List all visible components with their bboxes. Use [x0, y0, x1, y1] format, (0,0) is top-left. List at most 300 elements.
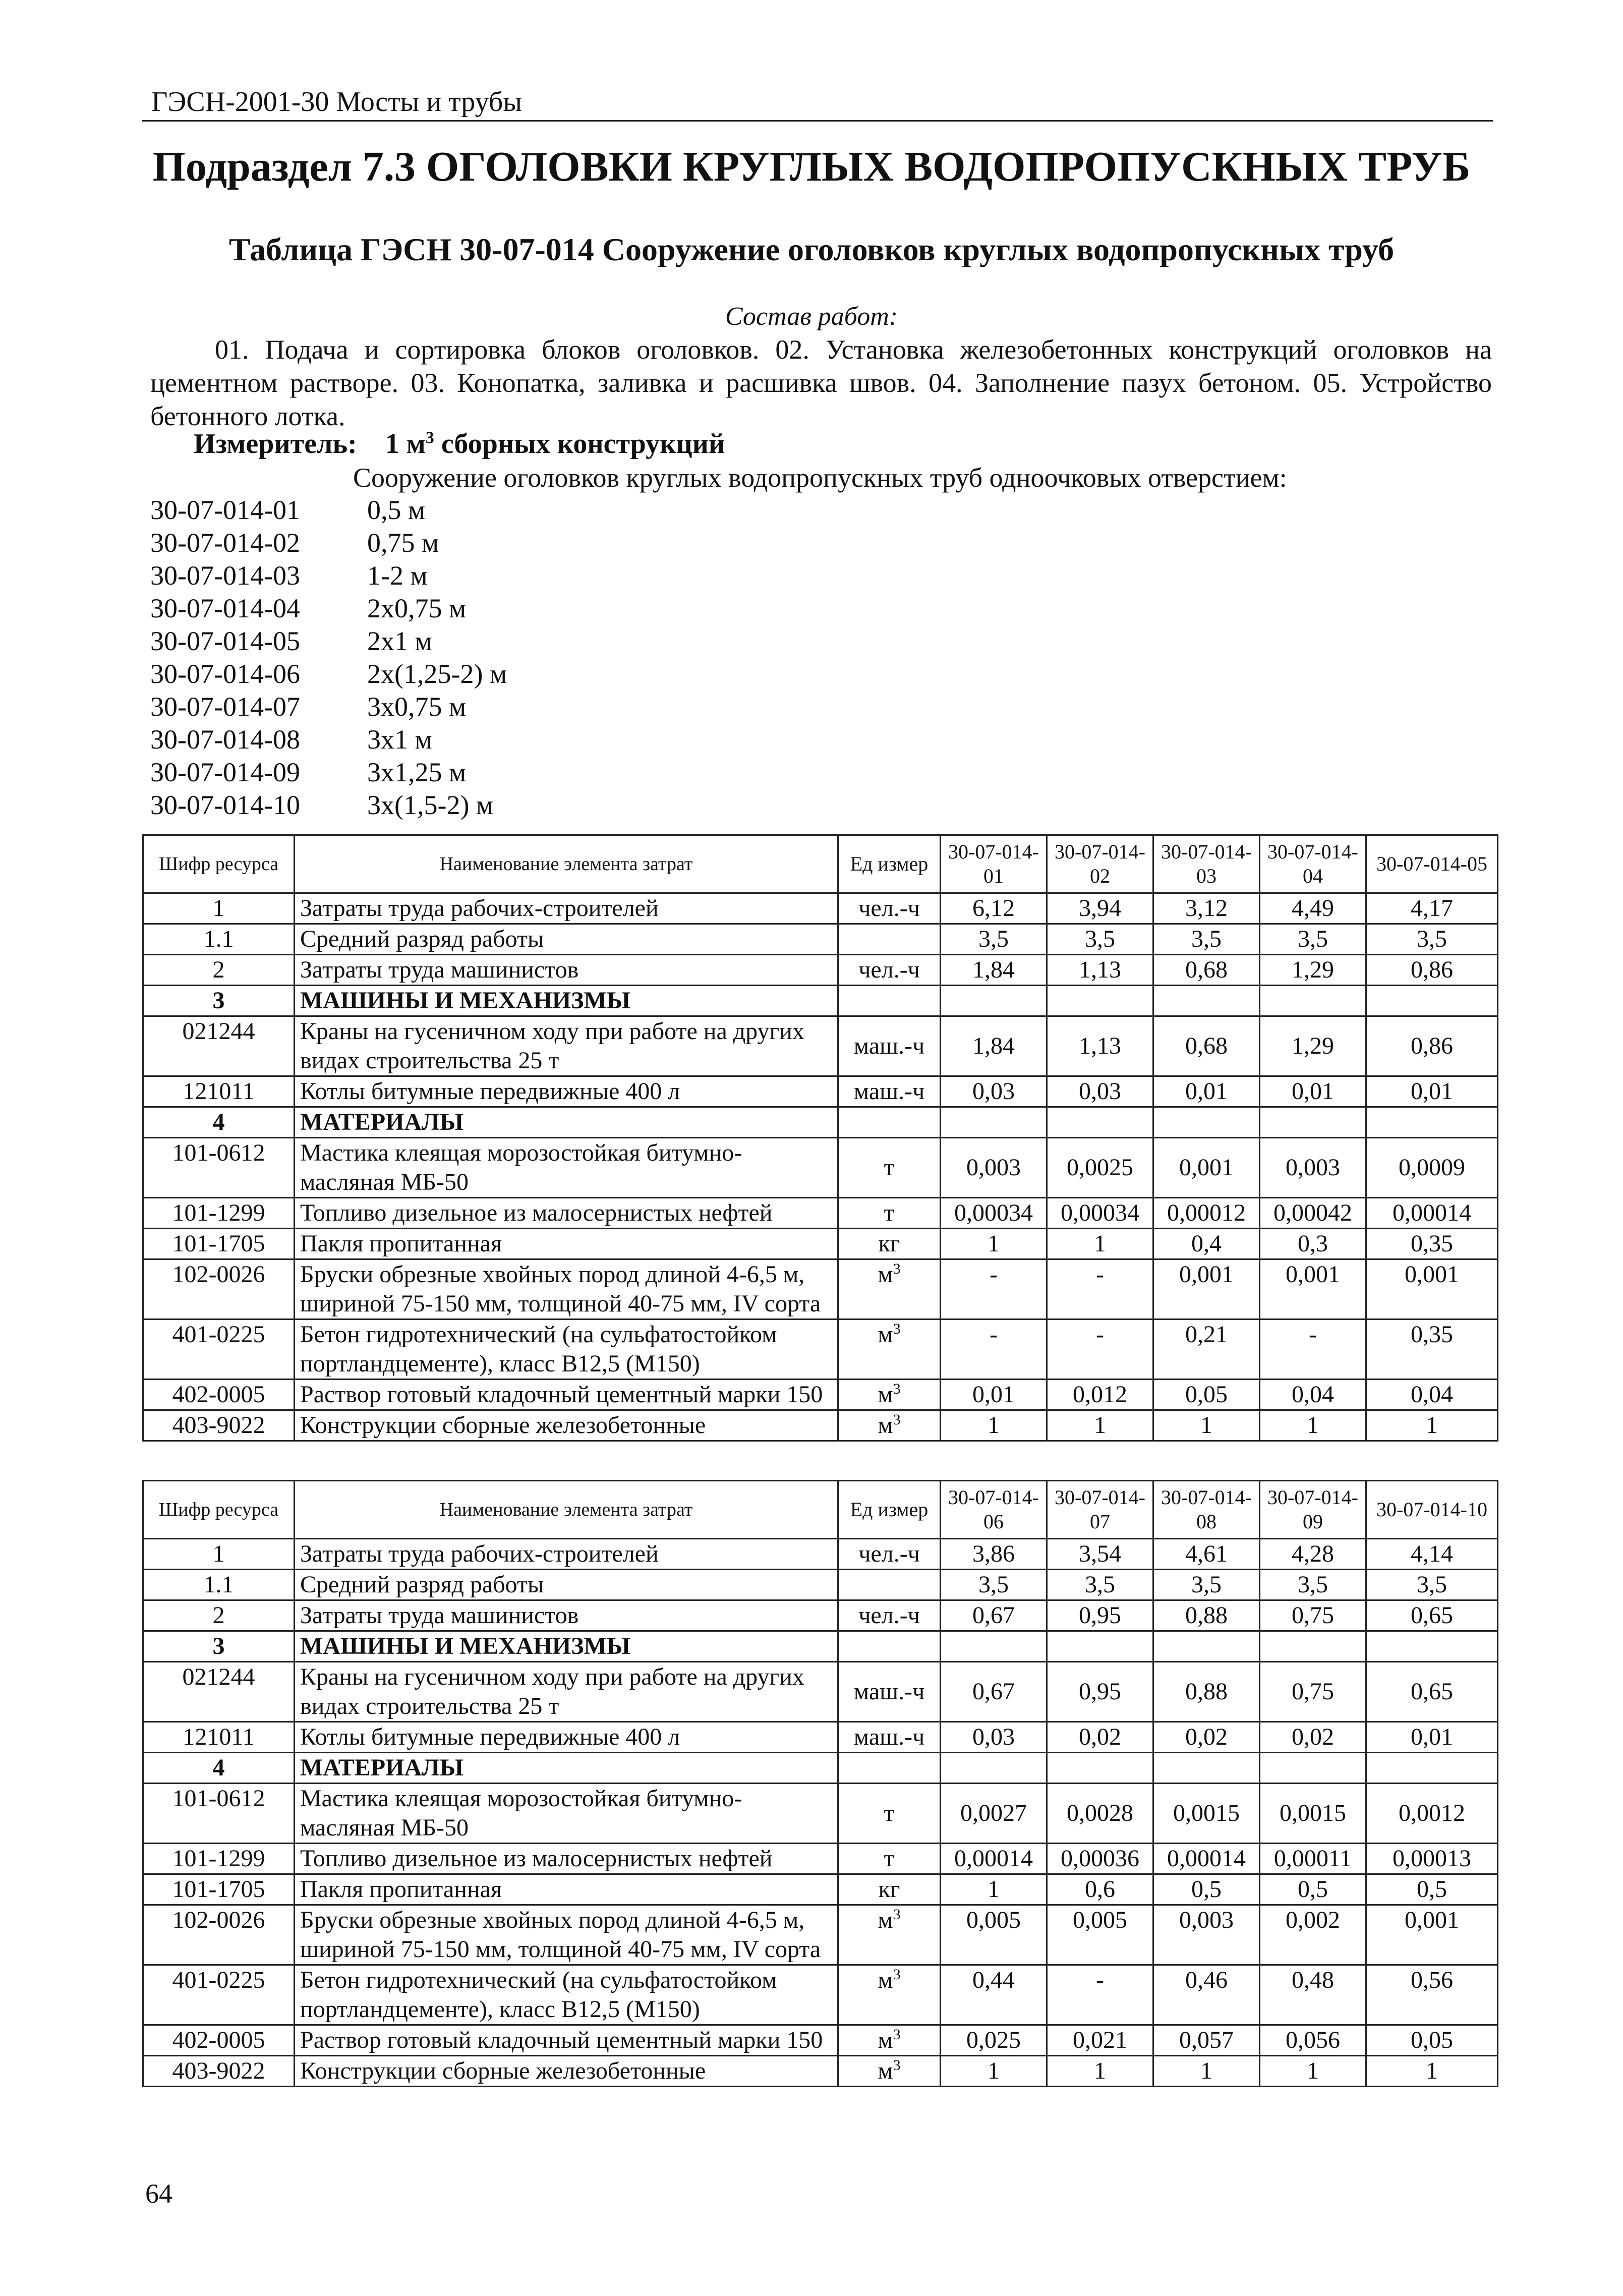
norm-value: 3,12	[1153, 893, 1260, 924]
resource-code: 102-0026	[143, 1905, 295, 1965]
variant-size: 0,5 м	[367, 495, 426, 525]
unit-cell	[838, 1874, 941, 1905]
subsection-title: Подраздел 7.3 ОГОЛОВКИ КРУГЛЫХ ВОДОПРОПУСКНЫХ ТРУБ	[152, 143, 1471, 190]
resource-code: 1	[143, 893, 295, 924]
unit-sup: 3	[893, 1260, 901, 1277]
header-col: 30-07-014-06	[941, 1481, 1047, 1539]
variant-size: 3x(1,5-2) м	[367, 790, 494, 820]
norm-value: 0,67	[941, 1600, 1047, 1631]
table-row	[143, 2025, 1498, 2056]
norm-value: 0,44	[941, 1965, 1047, 2025]
unit-text: т	[884, 1845, 895, 1872]
norm-value: 0,005	[941, 1905, 1047, 1965]
norm-value: 3,54	[1047, 1539, 1153, 1570]
norm-value: 0,0015	[1260, 1784, 1366, 1844]
norm-value: 0,001	[1153, 1259, 1260, 1319]
norm-value: 0,0027	[941, 1784, 1047, 1844]
cost-element-name: Котлы битумные передвижные 400 л	[295, 1722, 838, 1753]
unit-cell	[838, 1076, 941, 1107]
norm-value	[1366, 1631, 1498, 1662]
header-col: 30-07-014-02	[1047, 835, 1153, 893]
unit-cell	[838, 1539, 941, 1570]
header-col: 30-07-014-01	[941, 835, 1047, 893]
norm-value: 0,03	[941, 1076, 1047, 1107]
norm-value: -	[1260, 1319, 1366, 1380]
header-code: Шифр ресурса	[143, 1481, 295, 1539]
norm-value: 0,00034	[1047, 1198, 1153, 1229]
resource-code: 021244	[143, 1016, 295, 1076]
norm-value: 0,01	[1366, 1722, 1498, 1753]
header-name: Наименование элемента затрат	[295, 1481, 838, 1539]
norm-value: 0,00042	[1260, 1198, 1366, 1229]
unit-cell	[838, 1410, 941, 1441]
norm-value: 1,84	[941, 1016, 1047, 1076]
variant-item	[150, 789, 507, 822]
variant-code: 30-07-014-03	[150, 560, 300, 591]
norm-value: -	[941, 1259, 1047, 1319]
page-number: 64	[145, 2178, 172, 2209]
table-row	[143, 1905, 1498, 1965]
norm-value: 0,21	[1153, 1319, 1260, 1380]
unit-cell	[838, 986, 941, 1016]
norm-value: 0,01	[1260, 1076, 1366, 1107]
cost-element-name: Топливо дизельное из малосернистых нефтей	[295, 1198, 838, 1229]
variant-code: 30-07-014-06	[150, 659, 300, 689]
running-header: ГЭСН-2001-30 Мосты и трубы	[151, 86, 522, 118]
cost-element-name: Пакля пропитанная	[295, 1229, 838, 1259]
norm-value: 3,5	[941, 924, 1047, 955]
header-rule	[142, 120, 1493, 122]
header-col: 30-07-014-03	[1153, 835, 1260, 893]
norm-value: 0,01	[1366, 1076, 1498, 1107]
norm-value: 6,12	[941, 893, 1047, 924]
norm-value	[1153, 986, 1260, 1016]
cost-element-name: Пакля пропитанная	[295, 1874, 838, 1905]
norm-value: -	[941, 1319, 1047, 1380]
norm-value	[1260, 986, 1366, 1016]
norm-value: 0,95	[1047, 1662, 1153, 1722]
header-col: 30-07-014-08	[1153, 1481, 1260, 1539]
norm-value: 0,0012	[1366, 1784, 1498, 1844]
norm-value: 0,001	[1153, 1138, 1260, 1198]
norm-value: 1	[1153, 2056, 1260, 2087]
unit-text: м	[878, 2027, 893, 2053]
norm-value: 4,14	[1366, 1539, 1498, 1570]
norm-value: 0,05	[1366, 2025, 1498, 2056]
variant-size: 3x1,25 м	[367, 757, 467, 787]
unit-cell	[838, 2025, 941, 2056]
unit-cell	[838, 1319, 941, 1380]
norm-value: 0,86	[1366, 955, 1498, 986]
unit-sup: 3	[893, 2057, 901, 2074]
unit-text: маш.-ч	[853, 1678, 925, 1705]
norm-value: 0,75	[1260, 1600, 1366, 1631]
header-col: 30-07-014-10	[1366, 1481, 1498, 1539]
unit-cell	[838, 893, 941, 924]
cost-element-name: Бруски обрезные хвойных пород длиной 4-6,5 м, шириной 75-150 мм, толщиной 40-75 мм, IV сорта	[295, 1905, 838, 1965]
unit-cell	[838, 1229, 941, 1259]
table-row	[143, 986, 1498, 1016]
norm-value: 1	[1260, 2056, 1366, 2087]
unit-text: м	[878, 1261, 893, 1288]
norm-value: 1	[1047, 2056, 1153, 2087]
cost-element-name: МАТЕРИАЛЫ	[295, 1107, 838, 1138]
unit-text: чел.-ч	[858, 1540, 920, 1567]
norm-value: 1	[1260, 1410, 1366, 1441]
cost-element-name: Затраты труда рабочих-строителей	[295, 893, 838, 924]
unit-text: маш.-ч	[853, 1724, 925, 1750]
resource-code: 121011	[143, 1722, 295, 1753]
norm-value	[1047, 986, 1153, 1016]
norm-value: 1,13	[1047, 1016, 1153, 1076]
norm-value: 0,68	[1153, 1016, 1260, 1076]
table-row	[143, 2056, 1498, 2087]
cost-element-name: Конструкции сборные железобетонные	[295, 1410, 838, 1441]
norm-value: 0,02	[1047, 1722, 1153, 1753]
table-title: Таблица ГЭСН 30-07-014 Сооружение оголовков круглых водопропускных труб	[228, 232, 1395, 267]
norm-value: 0,65	[1366, 1662, 1498, 1722]
norm-value: 3,5	[1047, 1570, 1153, 1600]
cost-element-name: Краны на гусеничном ходу при работе на других видах строительства 25 т	[295, 1016, 838, 1076]
norm-value	[1153, 1631, 1260, 1662]
unit-cell	[838, 1905, 941, 1965]
resource-code: 021244	[143, 1662, 295, 1722]
norm-value: 3,5	[1366, 1570, 1498, 1600]
unit-text: кг	[878, 1876, 900, 1903]
variant-size: 3x0,75 м	[367, 692, 467, 722]
cost-element-name: Раствор готовый кладочный цементный марки 150	[295, 1380, 838, 1410]
table-row	[143, 955, 1498, 986]
norm-value	[1366, 1753, 1498, 1784]
cost-element-name: Бруски обрезные хвойных пород длиной 4-6,5 м, шириной 75-150 мм, толщиной 40-75 мм, IV сорта	[295, 1259, 838, 1319]
resource-code: 402-0005	[143, 2025, 295, 2056]
norm-value: 0,04	[1366, 1380, 1498, 1410]
variant-size: 2x0,75 м	[367, 593, 467, 623]
norm-value: -	[1047, 1965, 1153, 2025]
norm-value	[1366, 1107, 1498, 1138]
header-unit: Ед измер	[838, 835, 941, 893]
unit-sup: 3	[893, 1966, 901, 1983]
norm-value: 0,00014	[1366, 1198, 1498, 1229]
unit-cell	[838, 1965, 941, 2025]
unit-text: м	[878, 1967, 893, 1993]
meter-value-prefix: 1 м	[385, 428, 426, 460]
table-row	[143, 1138, 1498, 1198]
norm-value: 1	[1366, 2056, 1498, 2087]
unit-text: чел.-ч	[858, 956, 920, 983]
norm-value: 1	[1047, 1410, 1153, 1441]
norm-value: 0,75	[1260, 1662, 1366, 1722]
cost-element-name: Бетон гидротехнический (на сульфатостойком портландцементе), класс В12,5 (М150)	[295, 1965, 838, 2025]
norm-value: 0,6	[1047, 1874, 1153, 1905]
cost-element-name: Бетон гидротехнический (на сульфатостойком портландцементе), класс В12,5 (М150)	[295, 1319, 838, 1380]
cost-element-name: Топливо дизельное из малосернистых нефтей	[295, 1844, 838, 1874]
norm-value: 3,86	[941, 1539, 1047, 1570]
norm-value	[941, 986, 1047, 1016]
norm-value: 0,021	[1047, 2025, 1153, 2056]
unit-text: кг	[878, 1230, 900, 1257]
norm-value: 3,5	[941, 1570, 1047, 1600]
variants-heading: Сооружение оголовков круглых водопропускных труб одноочковых отверстием:	[353, 463, 1287, 493]
cost-element-name: Затраты труда машинистов	[295, 955, 838, 986]
norm-value: 0,46	[1153, 1965, 1260, 2025]
norm-value: 0,00036	[1047, 1844, 1153, 1874]
unit-cell	[838, 1722, 941, 1753]
table-row	[143, 1319, 1498, 1380]
unit-text: м	[878, 2057, 893, 2084]
norm-value: 0,0009	[1366, 1138, 1498, 1198]
cost-element-name: Раствор готовый кладочный цементный марки 150	[295, 2025, 838, 2056]
table-row	[143, 1198, 1498, 1229]
variant-code: 30-07-014-09	[150, 757, 300, 787]
norm-value: 0,00014	[941, 1844, 1047, 1874]
table-row	[143, 1259, 1498, 1319]
resource-code: 4	[143, 1753, 295, 1784]
norm-value: 0,48	[1260, 1965, 1366, 2025]
variant-item	[150, 658, 507, 691]
table-row	[143, 1380, 1498, 1410]
table-row	[143, 1107, 1498, 1138]
norm-value: 0,02	[1260, 1722, 1366, 1753]
unit-cell	[838, 1662, 941, 1722]
norm-value: 0,68	[1153, 955, 1260, 986]
cost-element-name: МАШИНЫ И МЕХАНИЗМЫ	[295, 1631, 838, 1662]
norm-value: 4,49	[1260, 893, 1366, 924]
norm-value: 0,003	[941, 1138, 1047, 1198]
norm-value: 3,5	[1153, 924, 1260, 955]
header-unit: Ед измер	[838, 1481, 941, 1539]
unit-text: т	[884, 1800, 895, 1826]
unit-sup: 3	[893, 1321, 901, 1337]
norm-value: 1,13	[1047, 955, 1153, 986]
cost-element-name: Затраты труда машинистов	[295, 1600, 838, 1631]
norm-value: 0,00034	[941, 1198, 1047, 1229]
norm-value: 1,84	[941, 955, 1047, 986]
norm-value: 0,56	[1366, 1965, 1498, 2025]
variant-item	[150, 724, 507, 757]
variant-code: 30-07-014-10	[150, 790, 300, 820]
unit-cell	[838, 955, 941, 986]
resource-code: 3	[143, 986, 295, 1016]
norm-value: 1	[941, 1874, 1047, 1905]
unit-cell	[838, 924, 941, 955]
unit-text: маш.-ч	[853, 1032, 925, 1059]
table-row	[143, 1076, 1498, 1107]
cost-element-name: МАТЕРИАЛЫ	[295, 1753, 838, 1784]
norm-value: 0,003	[1260, 1138, 1366, 1198]
variant-size: 2x(1,25-2) м	[367, 659, 507, 689]
variant-code-list	[150, 494, 507, 822]
table-row	[143, 1784, 1498, 1844]
unit-cell	[838, 1138, 941, 1198]
table-row	[143, 1965, 1498, 2025]
unit-sup: 3	[893, 1381, 901, 1397]
resource-code: 101-0612	[143, 1784, 295, 1844]
unit-sup: 3	[893, 1411, 901, 1428]
cost-element-name: Мастика клеящая морозостойкая битумно-масляная МБ-50	[295, 1784, 838, 1844]
header-col: 30-07-014-09	[1260, 1481, 1366, 1539]
norm-value: 4,17	[1366, 893, 1498, 924]
norm-value: 0,03	[1047, 1076, 1153, 1107]
work-composition-text: 01. Подача и сортировка блоков оголовков. 02. Установка железобетонных конструкций оголовков на цементном растворе. 03. Конопатка, заливка и расшивка швов. 04. Заполнение пазух бетоном. 05. Устройство бетонного лотка.	[150, 334, 1492, 431]
table-row	[143, 924, 1498, 955]
header-code: Шифр ресурса	[143, 835, 295, 893]
variant-code: 30-07-014-01	[150, 495, 300, 525]
norm-value: 0,0015	[1153, 1784, 1260, 1844]
variant-code: 30-07-014-04	[150, 593, 300, 623]
norm-value: 1	[941, 1410, 1047, 1441]
unit-text: м	[878, 1381, 893, 1408]
meter-line	[194, 428, 725, 460]
norm-value: 0,5	[1260, 1874, 1366, 1905]
norm-value: 0,001	[1366, 1259, 1498, 1319]
table-header-row	[143, 835, 1498, 893]
variant-item	[150, 757, 507, 789]
table-row	[143, 1539, 1498, 1570]
header-col: 30-07-014-05	[1366, 835, 1498, 893]
unit-cell	[838, 1631, 941, 1662]
unit-cell	[838, 1016, 941, 1076]
norm-table-2	[142, 1480, 1498, 2087]
resource-code: 2	[143, 1600, 295, 1631]
unit-cell	[838, 1570, 941, 1600]
unit-text: чел.-ч	[858, 895, 920, 922]
norm-value: 3,5	[1153, 1570, 1260, 1600]
norm-value	[1260, 1631, 1366, 1662]
resource-code: 121011	[143, 1076, 295, 1107]
norm-value: -	[1047, 1259, 1153, 1319]
unit-cell	[838, 2056, 941, 2087]
norm-value: 0,005	[1047, 1905, 1153, 1965]
norm-table-1	[142, 834, 1498, 1442]
unit-cell	[838, 1844, 941, 1874]
unit-cell	[838, 1380, 941, 1410]
norm-value	[1047, 1107, 1153, 1138]
norm-value: 0,003	[1153, 1905, 1260, 1965]
norm-value: 3,5	[1366, 924, 1498, 955]
variant-item	[150, 593, 507, 625]
meter-value-suffix: сборных конструкций	[434, 428, 725, 460]
unit-sup: 3	[893, 2026, 901, 2043]
unit-text: маш.-ч	[853, 1078, 925, 1105]
norm-value: 1,29	[1260, 1016, 1366, 1076]
resource-code: 3	[143, 1631, 295, 1662]
unit-cell	[838, 1198, 941, 1229]
cost-element-name: МАШИНЫ И МЕХАНИЗМЫ	[295, 986, 838, 1016]
header-col: 30-07-014-07	[1047, 1481, 1153, 1539]
resource-code: 101-0612	[143, 1138, 295, 1198]
cost-element-name: Мастика клеящая морозостойкая битумно-масляная МБ-50	[295, 1138, 838, 1198]
norm-value: 0,0028	[1047, 1784, 1153, 1844]
norm-value: 0,95	[1047, 1600, 1153, 1631]
norm-value: 0,056	[1260, 2025, 1366, 2056]
resource-code: 401-0225	[143, 1965, 295, 2025]
norm-value: 0,3	[1260, 1229, 1366, 1259]
norm-value: 4,28	[1260, 1539, 1366, 1570]
resource-code: 4	[143, 1107, 295, 1138]
norm-value: 0,00011	[1260, 1844, 1366, 1874]
unit-sup: 3	[893, 1906, 901, 1923]
norm-value: 0,012	[1047, 1380, 1153, 1410]
norm-value: 0,86	[1366, 1016, 1498, 1076]
table-row	[143, 1229, 1498, 1259]
unit-text: т	[884, 1154, 895, 1181]
norm-value: 0,04	[1260, 1380, 1366, 1410]
norm-value	[1366, 986, 1498, 1016]
norm-value: 0,35	[1366, 1319, 1498, 1380]
norm-value	[1260, 1107, 1366, 1138]
variant-item	[150, 527, 507, 560]
resource-code: 403-9022	[143, 2056, 295, 2087]
table-row	[143, 1410, 1498, 1441]
norm-value: 0,35	[1366, 1229, 1498, 1259]
variant-size: 1-2 м	[367, 560, 428, 591]
cost-element-name: Котлы битумные передвижные 400 л	[295, 1076, 838, 1107]
norm-value: 3,5	[1047, 924, 1153, 955]
resource-code: 1	[143, 1539, 295, 1570]
variant-code: 30-07-014-08	[150, 724, 300, 755]
norm-value: 0,03	[941, 1722, 1047, 1753]
variant-code: 30-07-014-02	[150, 528, 300, 558]
resource-code: 403-9022	[143, 1410, 295, 1441]
unit-text: м	[878, 1321, 893, 1348]
table-row	[143, 1722, 1498, 1753]
table-row	[143, 1570, 1498, 1600]
norm-value: 0,4	[1153, 1229, 1260, 1259]
unit-cell	[838, 1753, 941, 1784]
norm-value: 0,05	[1153, 1380, 1260, 1410]
norm-value: 0,001	[1260, 1259, 1366, 1319]
table-row	[143, 893, 1498, 924]
unit-cell	[838, 1784, 941, 1844]
table-row	[143, 1844, 1498, 1874]
norm-value: 0,00012	[1153, 1198, 1260, 1229]
resource-code: 1.1	[143, 924, 295, 955]
variant-code: 30-07-014-07	[150, 692, 300, 722]
header-col: 30-07-014-04	[1260, 835, 1366, 893]
unit-text: м	[878, 1907, 893, 1933]
norm-value: 0,5	[1153, 1874, 1260, 1905]
norm-value	[1153, 1753, 1260, 1784]
table-row	[143, 1753, 1498, 1784]
norm-value: 0,01	[1153, 1076, 1260, 1107]
resource-code: 101-1705	[143, 1874, 295, 1905]
variant-item	[150, 494, 507, 527]
variant-size: 2x1 м	[367, 626, 432, 656]
resource-code: 102-0026	[143, 1259, 295, 1319]
norm-value: 0,00013	[1366, 1844, 1498, 1874]
norm-value	[941, 1107, 1047, 1138]
norm-value: 1	[941, 1229, 1047, 1259]
meter-value-sup: 3	[425, 428, 434, 447]
cost-element-name: Конструкции сборные железобетонные	[295, 2056, 838, 2087]
cost-element-name: Средний разряд работы	[295, 924, 838, 955]
unit-cell	[838, 1259, 941, 1319]
norm-value: 0,00014	[1153, 1844, 1260, 1874]
unit-text: т	[884, 1199, 895, 1226]
table-row	[143, 1600, 1498, 1631]
meter-label: Измеритель:	[194, 428, 357, 460]
variant-code: 30-07-014-05	[150, 626, 300, 656]
unit-cell	[838, 1107, 941, 1138]
norm-value: 3,5	[1260, 1570, 1366, 1600]
variant-item	[150, 560, 507, 593]
variant-size: 0,75 м	[367, 528, 439, 558]
header-name: Наименование элемента затрат	[295, 835, 838, 893]
norm-value	[1260, 1753, 1366, 1784]
cost-element-name: Затраты труда рабочих-строителей	[295, 1539, 838, 1570]
table-row	[143, 1016, 1498, 1076]
